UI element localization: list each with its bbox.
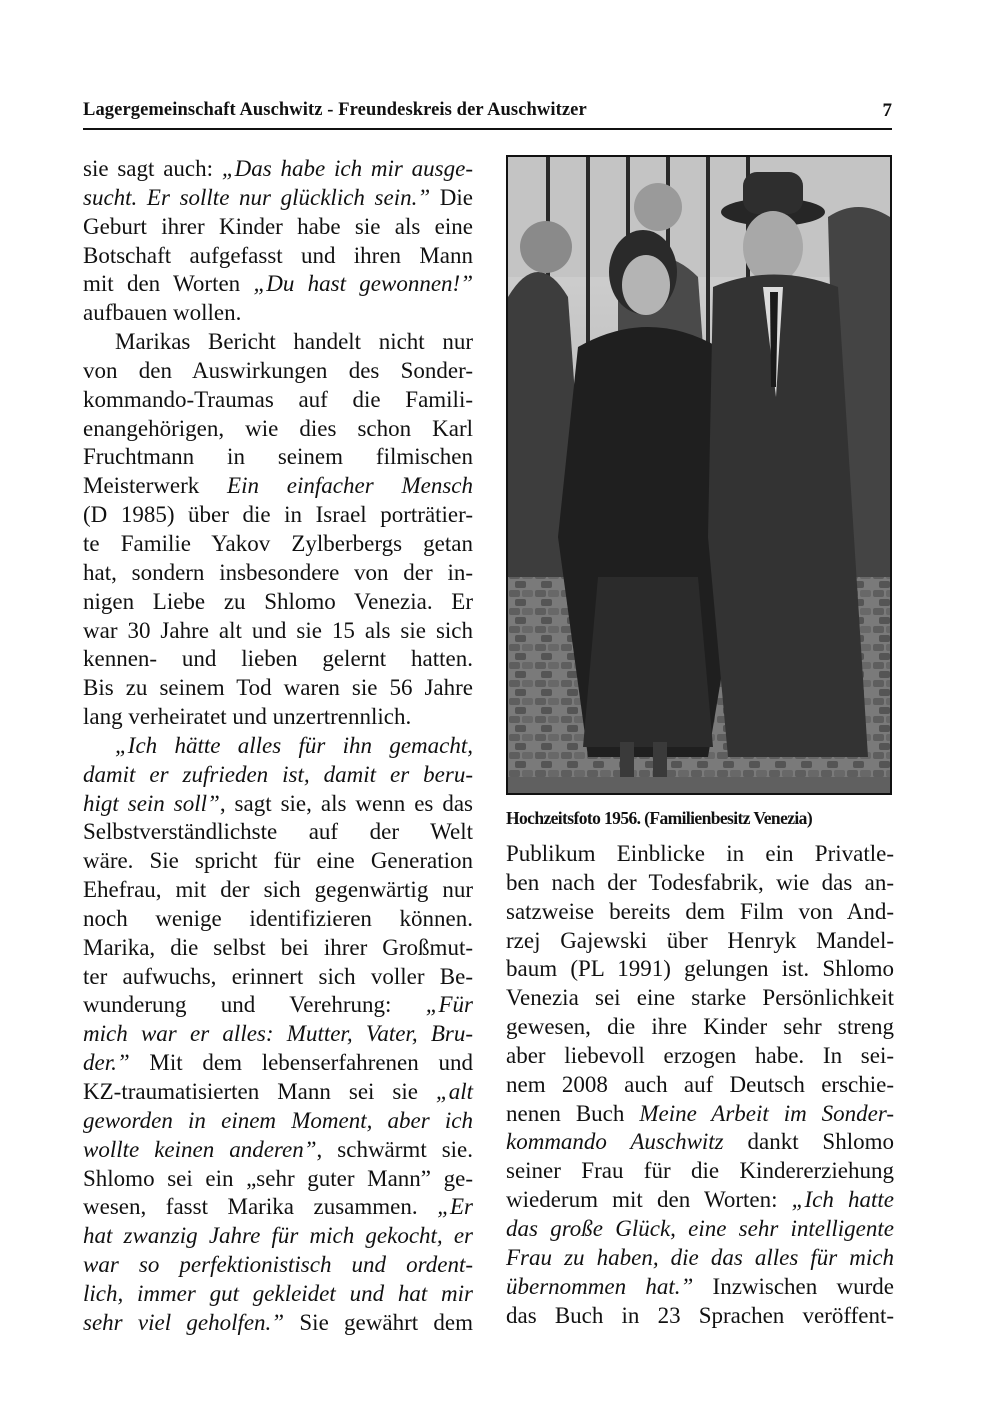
text-run: hat, sondern insbesondere von der in- [83,559,473,585]
right-text-column [506,840,894,1330]
text-run: Ehefrau, mit der sich gegenwärtig nur [83,877,473,903]
italic-quote: der.” [83,1050,130,1076]
text-line [506,984,894,1013]
text-line [83,299,473,328]
text-line [83,847,473,876]
text-run: das Buch in 23 Sprachen veröffent- [506,1302,894,1328]
text-line [83,588,473,617]
text-run: Fruchtmann in seinem filmischen [83,444,473,470]
italic-quote: „Für [425,992,473,1018]
text-line [83,530,473,559]
text-run: Inzwischen wurde [693,1273,894,1299]
text-line [83,184,473,213]
text-line [83,934,473,963]
text-run: wesen, fasst Marika zusammen. [83,1194,438,1220]
text-line [506,955,894,984]
text-line [506,898,894,927]
text-line [506,869,894,898]
italic-quote: Frau zu haben, die das alles für mich [506,1244,894,1270]
italic-quote: geworden in einem Moment, aber ich [83,1107,473,1133]
text-run: kennen- und lieben gelernt hatten. [83,646,473,672]
photo-caption: Hochzeitsfoto 1956. (Familienbesitz Venezia) [506,808,813,828]
text-run: lang verheiratet und unzertrennlich. [83,704,412,730]
text-line [83,1280,473,1309]
text-line [83,732,473,761]
text-line [506,1244,894,1273]
text-line [83,1309,473,1338]
text-run: Meisterwerk [83,473,228,499]
text-line [83,328,473,357]
text-run: enangehörigen, wie dies schon Karl [83,415,473,441]
text-line [83,155,473,184]
text-run: wäre. Sie spricht für eine Generation [83,848,473,874]
text-run: war 30 Jahre alt und sie 15 als sie sich [83,617,473,643]
text-line [506,1013,894,1042]
text-line [83,242,473,271]
text-line [83,818,473,847]
text-line [83,963,473,992]
italic-quote: Meine Arbeit im Sonder- [639,1100,895,1126]
text-run: aufbauen wollen. [83,300,242,326]
text-line [506,1157,894,1186]
text-run: aber liebevoll erzogen habe. In sei- [506,1042,894,1068]
text-run: baum (PL 1991) gelungen ist. Shlomo [506,956,894,982]
italic-quote: lich, immer gut gekleidet und hat mir [83,1280,473,1306]
text-line [506,927,894,956]
italic-quote: sehr viel geholfen.” [83,1309,285,1335]
text-line [506,1186,894,1215]
text-line [83,1078,473,1107]
text-line [83,213,473,242]
text-run: Marikas Bericht handelt nicht nur [115,329,473,355]
text-line [83,761,473,790]
text-line [83,1136,473,1165]
text-run: mit den Worten [83,271,254,297]
text-line [506,1100,894,1129]
running-header [83,100,892,130]
italic-quote: „Ich hätte alles für ihn gemacht, [115,732,473,758]
text-run: Bis zu seinem Tod waren sie 56 Jahre [83,675,473,701]
text-line [83,703,473,732]
text-run: nenen Buch [506,1100,640,1126]
text-run: Publikum Einblicke in ein Privatle- [506,841,894,866]
text-line [83,443,473,472]
wedding-photo-image [508,157,890,793]
text-run: ben nach der Todesfabrik, wie das an- [506,869,894,895]
text-line [83,1222,473,1251]
text-line [83,501,473,530]
header-title: Lagergemeinschaft Auschwitz - Freundeskreis der Auschwitzer [83,100,587,120]
italic-quote: kommando Auschwitz [506,1129,724,1155]
text-run: nem 2008 auch auf Deutsch erschie- [506,1071,894,1097]
wedding-photo [506,155,892,795]
text-run: Marika, die selbst bei ihrer Großmut- [83,934,473,960]
italic-quote: „Er [437,1194,473,1220]
text-line [506,1302,894,1331]
text-line [83,415,473,444]
text-line [83,1020,473,1049]
text-line [83,1107,473,1136]
italic-quote: übernommen hat.” [506,1273,694,1299]
text-line [83,790,473,819]
text-run: (D 1985) über die in Israel porträtier- [83,502,473,528]
text-line [83,905,473,934]
text-run: wunderung und Verehrung: [83,992,426,1018]
italic-quote: wollte keinen anderen” [83,1136,317,1162]
text-run: noch wenige identifizieren können. [83,905,473,931]
italic-quote: Ein einfacher Mensch [227,473,473,499]
text-run: gewesen, die ihre Kinder sehr streng [506,1014,894,1040]
text-run: Mit dem lebenserfahrenen und [129,1050,473,1076]
text-run: Venezia sei eine starke Persönlichkeit [506,985,894,1011]
italic-quote: mich war er alles: Mutter, Vater, Bru- [83,1021,473,1047]
text-line [83,386,473,415]
text-run: kommando-Traumas auf die Famili- [83,386,473,412]
text-line [506,1071,894,1100]
italic-quote: „Ich hatte [791,1187,894,1213]
text-line [83,645,473,674]
italic-quote: sucht. Er sollte nur glücklich sein.” [83,184,431,210]
text-line [83,270,473,299]
text-run: Botschaft aufgefasst und ihren Mann [83,242,473,268]
text-run: Sie gewährt dem [284,1309,473,1335]
italic-quote: damit er zufrieden ist, damit er beru- [83,761,473,787]
text-run: dankt Shlomo [723,1129,894,1155]
page-number: 7 [882,100,892,121]
text-run: sie sagt auch: [83,156,222,181]
text-line [506,1128,894,1157]
left-text-column [83,155,473,1338]
text-run: Geburt ihrer Kinder habe sie als eine [83,213,473,239]
text-run: te Familie Yakov Zylberbergs getan [83,530,473,556]
text-line [83,1193,473,1222]
text-run: Shlomo sei ein „sehr guter Mann” ge- [83,1165,473,1191]
text-run: ter aufwuchs, erinnert sich voller Be- [83,963,473,989]
italic-quote: das große Glück, eine sehr intelligente [506,1215,894,1241]
italic-quote: higt sein soll” [83,790,220,816]
italic-quote: „Du hast gewonnen!” [253,271,474,297]
text-run: Die [430,184,474,210]
text-run: KZ-traumatisierten Mann sei sie [83,1079,436,1104]
text-line [506,1273,894,1302]
text-line [506,840,894,869]
text-line [83,1165,473,1194]
text-line [83,674,473,703]
italic-quote: „alt [435,1079,473,1104]
text-line [83,617,473,646]
text-run: von den Auswirkungen des Sonder- [83,357,473,383]
text-line [83,991,473,1020]
italic-quote: hat zwanzig Jahre für mich gekocht, er [83,1223,473,1249]
text-line [506,1215,894,1244]
text-run: satzweise bereits dem Film von And- [506,898,894,924]
text-run: seiner Frau für die Kindererziehung [506,1158,894,1184]
text-run: , sagt sie, als wenn es das [219,790,473,816]
italic-quote: war so perfektionistisch und ordent- [83,1252,473,1278]
text-run: Selbstverständlichste auf der Welt [83,819,473,845]
text-run: nigen Liebe zu Shlomo Venezia. Er [83,588,473,614]
text-line [83,876,473,905]
text-line [83,357,473,386]
text-run: wiederum mit den Worten: [506,1187,792,1213]
text-line [83,1049,473,1078]
text-line [83,472,473,501]
italic-quote: „Das habe ich mir ausge- [221,156,474,181]
text-run: , schwärmt sie. [316,1136,474,1162]
text-run: rzej Gajewski über Henryk Mandel- [506,927,894,953]
text-line [506,1042,894,1071]
text-line [83,1251,473,1280]
text-line [83,559,473,588]
